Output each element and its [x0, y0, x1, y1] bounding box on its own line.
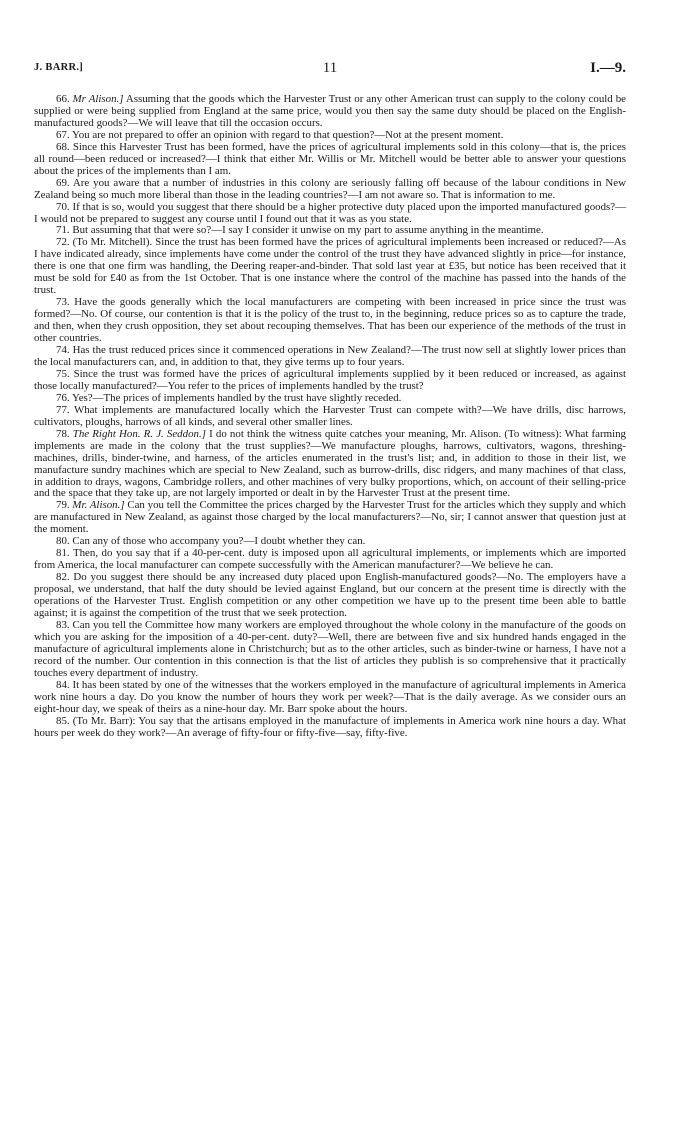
paragraph-text: (To Mr. Barr): You say that the artisans employed in the manufacture of implements in America work nine hours a day. What hours per week do they work?—An average of fifty-four or fifty-five—say, fifty-five.: [34, 714, 626, 739]
question-number: 78.: [56, 427, 73, 440]
question-answer-paragraph: [34, 572, 626, 620]
paragraph-text: Then, do you say that if a 40-per-cent. duty is imposed upon all agricultural implements, or implements which are imported from America, the local manufacturer can compete successfully with the American manufacturer?—We believe he can.: [34, 547, 626, 572]
question-answer-paragraph: [34, 620, 626, 680]
question-number: 80.: [56, 535, 73, 548]
question-answer-paragraph: [34, 297, 626, 345]
question-answer-paragraph: [34, 94, 626, 130]
paragraph-text: Can any of those who accompany you?—I doubt whether they can.: [72, 535, 366, 548]
page-number: 11: [322, 60, 338, 76]
paragraph-text: Since this Harvester Trust has been formed, have the prices of agricultural implements sold in this colony—that is, the prices all round—been reduced or increased?—I think that either Mr. Willis or Mr. Mitchell would be better able to answer your questions about the prices of the implements than I am.: [34, 140, 626, 177]
question-number: 75.: [56, 367, 74, 380]
question-number: 73.: [56, 296, 75, 309]
question-number: 84.: [56, 678, 73, 691]
question-answer-paragraph: [34, 429, 626, 501]
document-reference: I.—9.: [590, 60, 626, 76]
speaker-name: The Right Hon. R. J. Seddon.]: [72, 427, 206, 440]
question-number: 66.: [56, 93, 73, 105]
paragraph-text: Can you tell the Committee the prices charged by the Harvester Trust for the articles which they supply and which are manufactured in New Zealand, as against those charged by the local manufacturers?—No, sir; I cannot answer that question just at the moment.: [34, 499, 626, 536]
paragraph-text: Can you tell the Committee how many workers are employed throughout the whole colony in the manufacture of the goods on which you are asking for the imposition of a 40-per-cent. duty?—Well, there are between five and six hundred hands engaged in the manufacture of agricultural implements alone in Christchurch; but as to the other articles, such as binder-twine or harness, I have not a record of the number. Our contention in this connection is that the list of articles they publish is so comprehensive that it practically touches every department of industry.: [34, 618, 626, 679]
paragraph-text: What implements are manufactured locally which the Harvester Trust can compete with?—We have drills, disc harrows, cultivators, ploughs, harrows of all kinds, and several other smaller lines.: [34, 403, 627, 428]
question-answer-paragraph: [34, 716, 626, 740]
question-number: 67.: [56, 128, 72, 141]
header-witness-name: J. BARR.]: [34, 62, 84, 73]
paragraph-text: Yes?—The prices of implements handled by the trust have slightly receded.: [71, 391, 402, 404]
paragraph-text: Do you suggest there should be any increased duty placed upon English-manufactured goods?—No. The employers have a proposal, we understand, that half the duty should be levied against England, but our concern at the present time is directly with the operations of the Harvester Trust. English competition or any other competition we have up to the present time been able to battle against; it is against the competition of the trust that we seek protection.: [34, 571, 626, 619]
question-answer-paragraph: [34, 548, 626, 572]
question-number: 82.: [56, 571, 74, 584]
question-answer-paragraph: [34, 178, 626, 202]
question-answer-paragraph: [34, 405, 626, 429]
paragraph-text: Has the trust reduced prices since it commenced operations in New Zealand?—The trust now sell at slightly lower prices than the local manufacturers can, and, in addition to that, they give terms up to four years.: [34, 344, 626, 368]
speaker-name: Mr Alison.]: [72, 93, 124, 105]
question-number: 79.: [56, 499, 73, 512]
paragraph-text: I do not think the witness quite catches your meaning, Mr. Alison. (To witness): What farming implements are made in the colony that the trust supplies?—We manufacture ploughs, harrows, cultivators, wagons, threshing-machines, drills, binder-twine, and harness, of the articles enumerated in the trust's list; and, in addition to those in their list, we manufacture sundry machines which are special to New Zealand, such as burrow-drills, disc ridgers, and many machines of that class, in addition to drays, wagons, Cambridge rollers, and other machines of very bulky proportions, which, on account of their selling-price and the space that they take up, are not largely imported or dealt in by the Harvester Trust at the present time.: [34, 427, 626, 500]
evidence-body: [34, 94, 626, 739]
question-number: 77.: [56, 403, 74, 416]
question-number: 83.: [56, 618, 73, 631]
question-number: 71.: [56, 224, 73, 237]
question-answer-paragraph: [34, 237, 626, 297]
question-number: 69.: [56, 176, 73, 189]
question-number: 85.: [56, 714, 73, 727]
paragraph-text: Since the trust was formed have the prices of agricultural implements supplied by it been reduced or increased, as against those locally manufactured?—You refer to the prices of implements handled by the trust?: [34, 367, 626, 392]
speaker-name: Mr. Alison.]: [72, 499, 125, 512]
question-number: 76.: [56, 391, 72, 404]
paragraph-text: You are not prepared to offer an opinion with regard to that question?—Not at the present moment.: [71, 128, 504, 141]
question-number: 81.: [56, 547, 73, 560]
paragraph-text: But assuming that that were so?—I say I consider it unwise on my part to assume anything in the meantime.: [72, 224, 544, 237]
question-number: 74.: [56, 344, 73, 357]
paragraph-text: If that is so, would you suggest that there should be a higher protective duty placed upon the imported manufactured goods?—I would not be prepared to suggest any course until I found out that it was as you state.: [34, 200, 626, 225]
question-answer-paragraph: [34, 369, 626, 393]
question-number: 72.: [56, 236, 73, 249]
question-answer-paragraph: [34, 142, 626, 178]
question-answer-paragraph: [34, 202, 626, 226]
paragraph-text: Assuming that the goods which the Harvester Trust or any other American trust can supply to the colony could be supplied or were being supplied from England at the same price, would you then say the same duty should be placed on the English-manufactured goods?—We will leave that till the occasion occurs.: [34, 93, 626, 129]
paragraph-text: It has been stated by one of the witnesses that the workers employed in the manufacture of agricultural implements in America work nine hours a day. Do you know the number of hours they work per week?—That is the daily average. As we consider ours an eight-hour day, we speak of theirs as a nine-hour day. Mr. Barr spoke about the hours.: [34, 678, 626, 715]
paragraph-text: Have the goods generally which the local manufacturers are competing with been increased in price since the trust was formed?—No. Of course, our contention is that it is the policy of the trust to, in the beginning, reduce prices so as to capture the trade, and then, when they crush opposition, they set about recouping themselves. That has been our experience of the methods of the trust in other countries.: [34, 296, 626, 345]
question-answer-paragraph: [34, 345, 626, 369]
page-header: [34, 60, 626, 80]
question-number: 68.: [56, 140, 73, 153]
paragraph-text: Are you aware that a number of industries in this colony are seriously falling off because of the labour conditions in New Zealand being so much more liberal than those in the leading countries?—I am not aware so. That is information to me.: [34, 176, 626, 201]
question-number: 70.: [56, 200, 73, 213]
question-answer-paragraph: [34, 680, 626, 716]
question-answer-paragraph: [34, 500, 626, 536]
paragraph-text: (To Mr. Mitchell). Since the trust has been formed have the prices of agricultural implements been increased or reduced?—As I have indicated already, since implements have come under the control of the trust they have advanced slightly in price—for instance, there is one that one firm was handling, the Deering reaper-and-binder. That sold last year at £35, but notice has been received that it must be sold for £40 as from the 1st October. That is one instance where the control of the machine has passed into the hands of the trust.: [34, 236, 626, 297]
